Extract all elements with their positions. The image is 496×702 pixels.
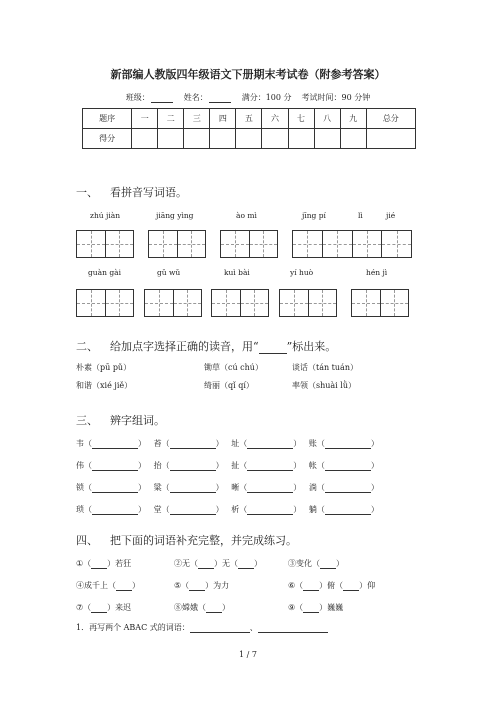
writing-box[interactable] <box>292 230 412 258</box>
score-row-label: 得分 <box>83 129 132 149</box>
answer-blank[interactable] <box>320 559 336 569</box>
score-cell[interactable] <box>132 129 158 149</box>
word-group-row: 伟（ ） 抬（ ） 扯（ ） 帐（ ） <box>76 461 379 470</box>
pinyin: hén jì <box>366 268 388 277</box>
pinyin: yí huò <box>290 268 314 277</box>
answer-blank[interactable] <box>247 461 293 471</box>
char: 帐 <box>308 461 317 470</box>
idiom-text: ⑧嫦娥（ <box>174 603 206 612</box>
answer-blank[interactable] <box>92 483 138 493</box>
char: 晰 <box>231 483 240 492</box>
score-table-score-row <box>83 129 416 149</box>
score-cell[interactable] <box>340 129 366 149</box>
answer-blank[interactable] <box>170 439 216 449</box>
name-label: 姓名： <box>183 93 208 102</box>
score-table-header-row <box>83 109 416 129</box>
answer-blank[interactable] <box>170 483 216 493</box>
reading-item[interactable]: 谈话（tán tuán） <box>292 363 358 372</box>
pinyin: ào mì <box>236 211 257 220</box>
answer-blank[interactable] <box>247 505 293 515</box>
score-cell[interactable] <box>236 129 262 149</box>
section1-number: 一、 <box>76 186 98 199</box>
section3-title: 辨字组词。 <box>110 414 165 427</box>
section4-number: 四、 <box>76 534 98 547</box>
char: 伟 <box>76 461 84 470</box>
answer-blank[interactable] <box>189 581 205 591</box>
idiom-text: ）来迟 <box>107 603 132 612</box>
char: 扯 <box>231 461 240 470</box>
score-header-cell: 五 <box>236 109 262 129</box>
idiom-item <box>174 558 262 569</box>
idiom-text: ）俯（ <box>319 581 344 590</box>
idiom-item <box>76 558 131 569</box>
full-score: 满分：100 分 <box>241 93 292 102</box>
reading-item[interactable]: 率领（shuài lǜ） <box>292 381 356 390</box>
writing-box[interactable] <box>279 289 337 317</box>
char: 琐 <box>76 505 84 514</box>
writing-box[interactable] <box>148 230 206 258</box>
score-header-cell: 六 <box>262 109 288 129</box>
section2-title-b: ”标出来。 <box>286 340 337 353</box>
score-table <box>82 108 416 149</box>
idiom-item <box>174 580 229 591</box>
name-blank[interactable] <box>209 94 231 103</box>
score-cell[interactable] <box>314 129 340 149</box>
writing-box[interactable] <box>211 289 269 317</box>
answer-blank[interactable] <box>92 505 138 515</box>
score-cell[interactable] <box>210 129 236 149</box>
question-1-label: 1．再写两个 ABAC 式的词语： <box>76 623 190 632</box>
idiom-item <box>76 580 140 591</box>
idiom-item <box>288 580 375 591</box>
score-header-cell: 九 <box>340 109 366 129</box>
char: 账 <box>308 439 317 448</box>
score-header-cell: 题序 <box>83 109 132 129</box>
page-title: 新部编人教版四年级语文下册期末考试卷（附参考答案） <box>110 68 386 81</box>
idiom-text: ） <box>222 603 230 612</box>
word-group-row: 韦（ ） 苔（ ） 址（ ） 账（ ） <box>76 439 379 448</box>
pinyin: guàn gài <box>88 268 121 277</box>
section4-heading <box>76 532 297 548</box>
section4-title: 把下面的词语补充完整，并完成练习。 <box>110 534 297 547</box>
pinyin: jié <box>386 211 396 220</box>
pinyin: lì <box>358 211 363 220</box>
answer-blank[interactable] <box>238 559 254 569</box>
mark-line <box>259 342 287 354</box>
idiom-text: ②无（ <box>174 559 198 568</box>
pinyin: jiāng yìng <box>156 211 194 220</box>
char: 堂 <box>153 505 162 514</box>
idiom-text: ⑨（ <box>288 603 304 612</box>
score-cell[interactable] <box>184 129 210 149</box>
score-header-cell: 八 <box>314 109 340 129</box>
answer-blank[interactable] <box>303 603 319 613</box>
char: 韦 <box>76 439 84 448</box>
score-header-cell: 三 <box>184 109 210 129</box>
page-number: 1 / 7 <box>239 650 257 659</box>
separator: 、 <box>249 623 258 632</box>
idiom-text: ⑥（ <box>288 581 304 590</box>
idiom-item <box>288 602 343 613</box>
score-header-cell: 总分 <box>366 109 415 129</box>
char: 苔 <box>153 439 162 448</box>
answer-blank[interactable] <box>92 461 138 471</box>
score-header-cell: 一 <box>132 109 158 129</box>
char: 粱 <box>153 483 162 492</box>
answer-blank[interactable] <box>258 623 328 633</box>
reading-item[interactable]: 朴素（pū pǔ） <box>76 363 132 372</box>
answer-blank[interactable] <box>91 559 107 569</box>
answer-blank[interactable] <box>92 439 138 449</box>
idiom-text: ）仰 <box>359 581 376 590</box>
answer-blank[interactable] <box>206 603 222 613</box>
word-group-row: 锁（ ） 粱（ ） 晰（ ） 淌（ ） <box>76 483 379 492</box>
section2-heading <box>76 338 336 354</box>
pinyin: gǔ wǔ <box>157 268 181 277</box>
answer-blank[interactable] <box>190 623 250 633</box>
answer-blank[interactable] <box>325 505 371 515</box>
idiom-text: ）巍巍 <box>319 603 344 612</box>
exam-meta <box>0 92 496 103</box>
answer-blank[interactable] <box>91 603 107 613</box>
idiom-text: ①（ <box>76 559 92 568</box>
answer-blank[interactable] <box>198 559 214 569</box>
answer-blank[interactable] <box>247 483 293 493</box>
score-header-cell: 七 <box>288 109 314 129</box>
idiom-text: ） <box>132 581 140 590</box>
exam-time: 考试时间：90 分钟 <box>301 93 371 102</box>
answer-blank[interactable] <box>343 581 359 591</box>
section2-number: 二、 <box>76 340 98 353</box>
score-header-cell: 二 <box>158 109 184 129</box>
reading-item[interactable]: 和谐（xié jiě） <box>76 381 133 390</box>
word-group-row: 琐（ ） 堂（ ） 析（ ） 躺（ ） <box>76 505 379 514</box>
idiom-text: ）若狂 <box>107 559 132 568</box>
idiom-text: ③变化（ <box>288 559 320 568</box>
idiom-text: ）为力 <box>205 581 230 590</box>
writing-box[interactable] <box>351 289 409 317</box>
question-1 <box>76 622 328 633</box>
answer-blank[interactable] <box>325 461 371 471</box>
pinyin: zhú jiàn <box>90 211 121 220</box>
section2-title-a: 给加点字选择正确的读音，用“ <box>110 340 259 353</box>
idiom-item <box>174 602 230 613</box>
score-cell[interactable] <box>158 129 184 149</box>
writing-box[interactable] <box>76 289 134 317</box>
idiom-text: ④成千上（ <box>76 581 116 590</box>
answer-blank[interactable] <box>325 439 371 449</box>
score-cell[interactable] <box>262 129 288 149</box>
writing-box[interactable] <box>76 230 134 258</box>
section1-heading <box>76 184 187 200</box>
reading-item[interactable]: 绮丽（qǐ qí） <box>204 381 254 390</box>
idiom-item <box>76 602 131 613</box>
idiom-text: ） <box>336 559 344 568</box>
answer-blank[interactable] <box>247 439 293 449</box>
score-cell[interactable] <box>288 129 314 149</box>
pinyin: kuì bài <box>224 268 250 277</box>
char: 锁 <box>76 483 84 492</box>
idiom-text: ） <box>254 559 262 568</box>
char: 址 <box>231 439 240 448</box>
section3-number: 三、 <box>76 414 98 427</box>
section1-title: 看拼音写词语。 <box>110 186 187 199</box>
idiom-text: ⑦（ <box>76 603 92 612</box>
answer-blank[interactable] <box>303 581 319 591</box>
writing-box[interactable] <box>144 289 202 317</box>
answer-blank[interactable] <box>116 581 132 591</box>
char: 析 <box>231 505 240 514</box>
class-label: 班级： <box>125 93 150 102</box>
score-header-cell: 四 <box>210 109 236 129</box>
class-blank[interactable] <box>151 94 173 103</box>
score-cell[interactable] <box>366 129 415 149</box>
answer-blank[interactable] <box>170 505 216 515</box>
section3-heading <box>76 412 165 428</box>
idiom-text: ）无（ <box>214 559 238 568</box>
pinyin: jīng pí <box>302 211 326 220</box>
answer-blank[interactable] <box>325 483 371 493</box>
char: 抬 <box>153 461 162 470</box>
idiom-text: ⑤（ <box>174 581 190 590</box>
reading-item[interactable]: 锄草（cú chú） <box>204 363 263 372</box>
char: 躺 <box>308 505 317 514</box>
writing-box[interactable] <box>220 230 278 258</box>
char: 淌 <box>308 483 317 492</box>
answer-blank[interactable] <box>170 461 216 471</box>
idiom-item <box>288 558 344 569</box>
